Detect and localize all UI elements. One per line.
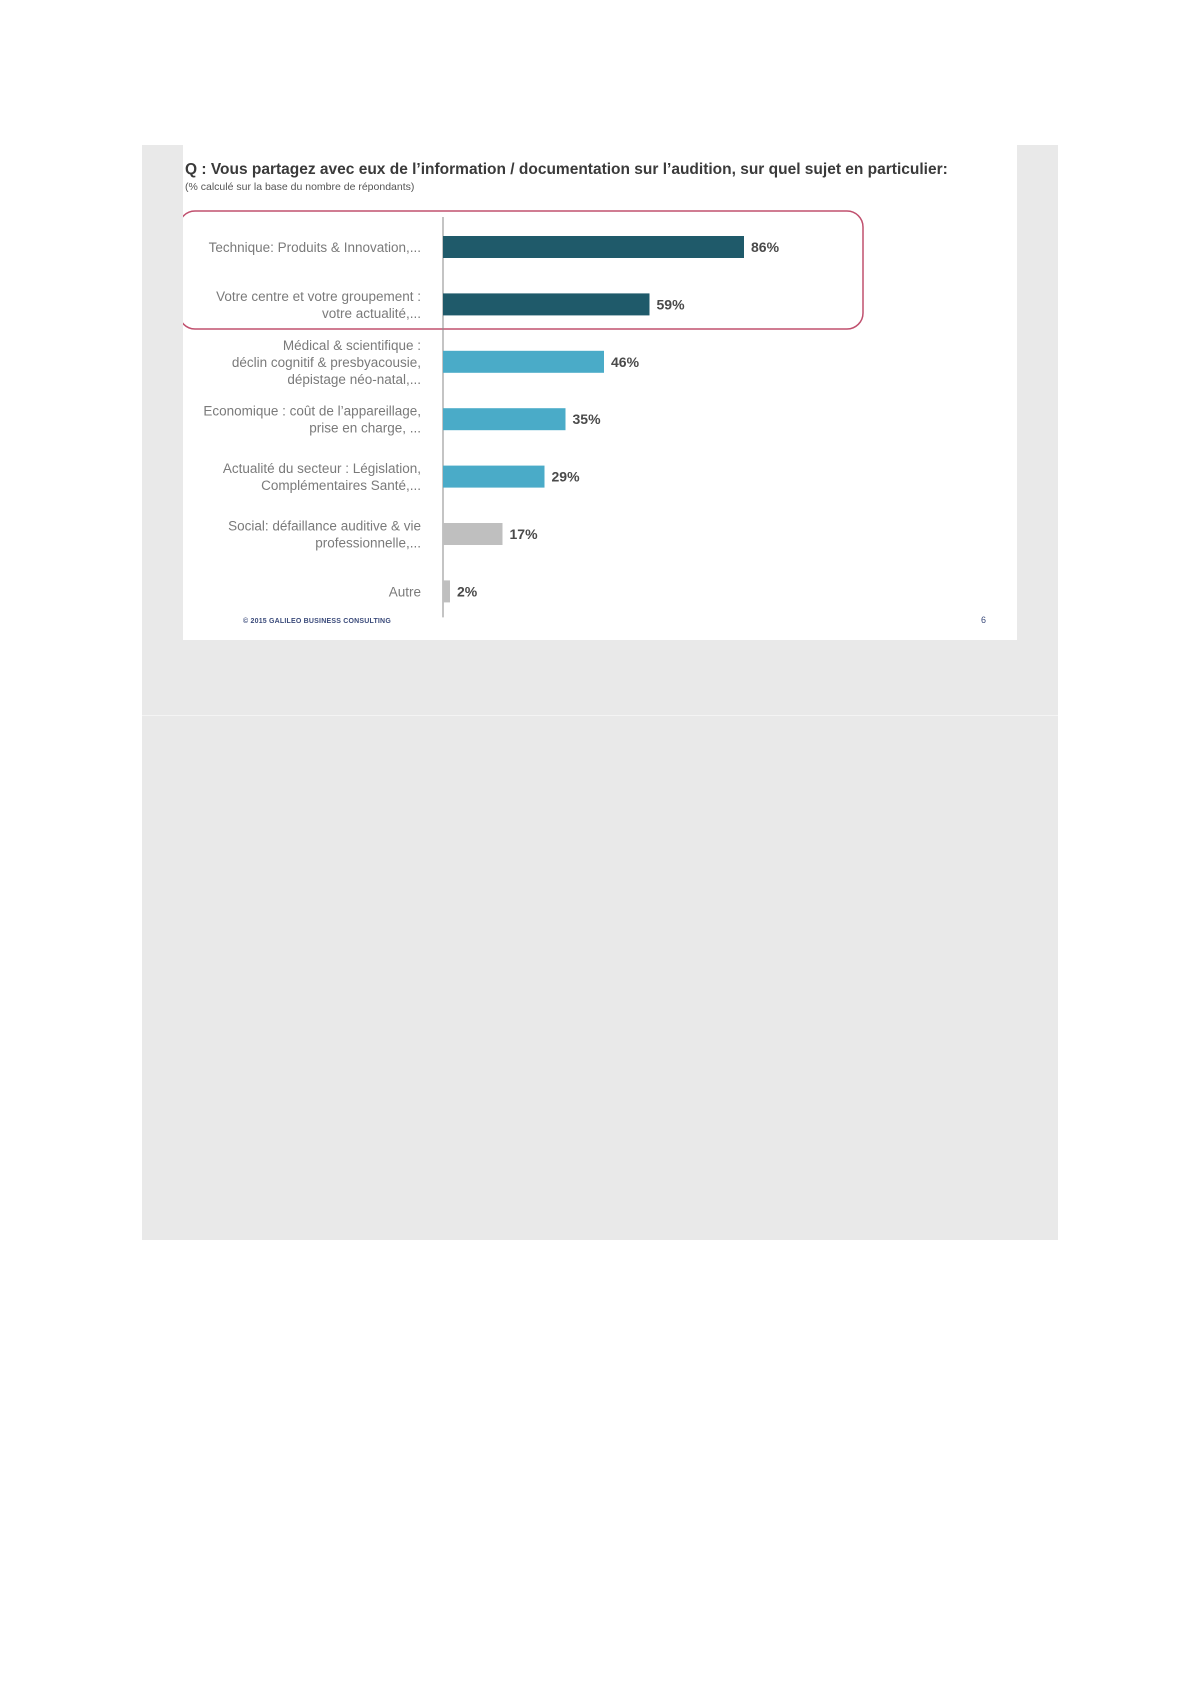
- value-label: 86%: [751, 239, 780, 255]
- category-label: [203, 404, 421, 436]
- value-label: 35%: [572, 411, 601, 428]
- panel-divider: [142, 715, 1058, 716]
- bar: [443, 351, 604, 373]
- category-label: [223, 461, 421, 493]
- category-label-line: dépistage néo-natal,...: [287, 371, 421, 387]
- category-label: [209, 240, 421, 255]
- value-label: 46%: [611, 353, 640, 370]
- bar-chart: [183, 145, 1017, 640]
- value-label: 29%: [551, 468, 580, 485]
- category-label-line: Economique : coût de l’appareillage,: [203, 403, 421, 419]
- category-label: [389, 584, 421, 599]
- bar: [443, 293, 650, 315]
- category-label-line: Actualité du secteur : Législation,: [222, 461, 421, 477]
- slide-footer: © 2015 GALILEO BUSINESS CONSULTING: [243, 618, 391, 625]
- value-label: 59%: [656, 296, 685, 313]
- bar: [443, 466, 545, 488]
- slide-subtitle: (% calculé sur la base du nombre de répondants): [185, 181, 415, 193]
- category-label-line: Technique: Produits & Innovation,...: [208, 240, 421, 255]
- bar: [443, 408, 566, 430]
- category-label-line: Médical & scientifique :: [282, 337, 421, 353]
- slide-page-number: 6: [981, 615, 987, 625]
- category-label-line: professionnelle,...: [315, 535, 421, 551]
- value-label: 17%: [509, 526, 538, 542]
- value-label: 2%: [457, 583, 478, 600]
- category-label-line: Autre: [388, 584, 421, 600]
- slide-title: Q : Vous partagez avec eux de l’information / documentation sur l’audition, sur quel sujet en particulier:: [185, 161, 948, 178]
- category-label: [232, 338, 421, 387]
- category-label-line: Votre centre et votre groupement :: [216, 288, 421, 304]
- category-label: [216, 289, 421, 321]
- category-label-line: Complémentaires Santé,...: [261, 478, 421, 494]
- category-label-line: Social: défaillance auditive & vie: [228, 518, 421, 534]
- bar: [443, 523, 503, 545]
- bar: [443, 236, 744, 258]
- bar: [443, 580, 450, 602]
- chart-slide: [183, 145, 1017, 640]
- category-label-line: déclin cognitif & presbyacousie,: [231, 354, 421, 370]
- category-label-line: votre actualité,...: [321, 305, 421, 321]
- category-label-line: prise en charge, ...: [309, 420, 421, 436]
- category-label: [228, 519, 421, 551]
